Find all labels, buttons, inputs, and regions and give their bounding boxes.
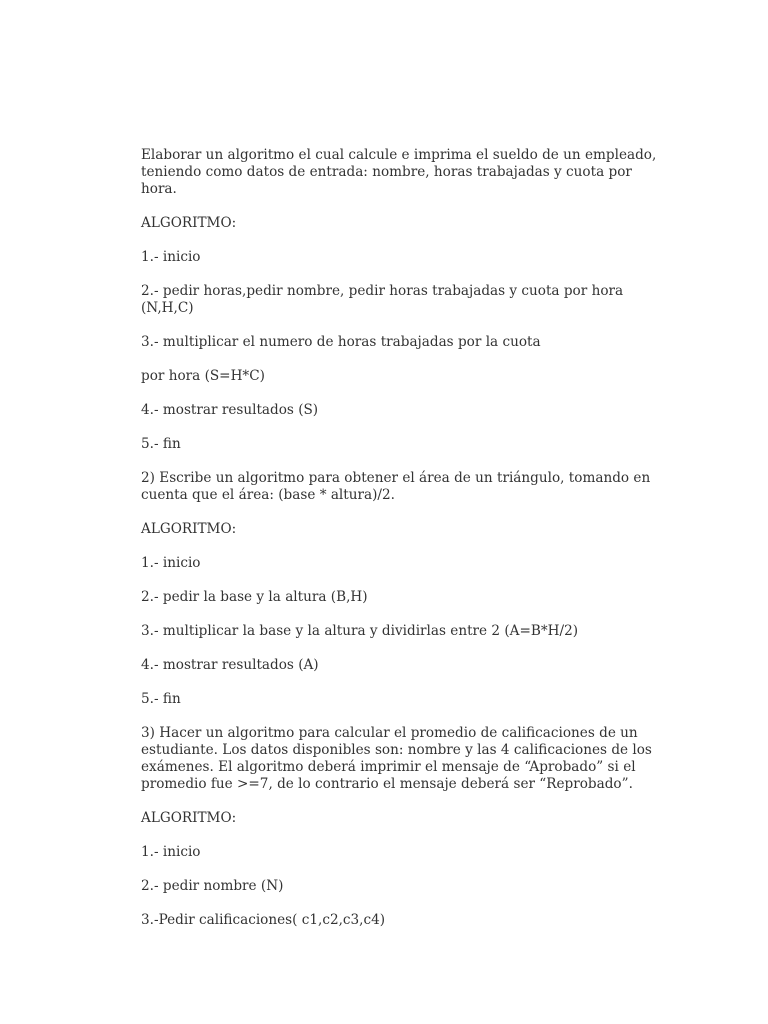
algorithm-step: 3.- multiplicar el numero de horas trabajadas por la cuota [141, 334, 541, 350]
algorithm-step: 2.- pedir nombre (N) [141, 878, 284, 894]
problem-2-statement: 2) Escribe un algoritmo para obtener el área de un triángulo, tomando en cuenta que el área: (base * altura)/2. [141, 470, 651, 503]
problem-1-statement: Elaborar un algoritmo el cual calcule e imprima el sueldo de un empleado, teniendo como datos de entrada: nombre, horas trabajadas y cuota por hora. [141, 147, 657, 197]
algorithm-step: 1.- inicio [141, 844, 201, 860]
algorithm-step: 5.- fin [141, 691, 181, 707]
algorithm-heading: ALGORITMO: [141, 215, 237, 231]
algorithm-step: 4.- mostrar resultados (S) [141, 402, 319, 418]
algorithm-step: 5.- fin [141, 436, 181, 452]
algorithm-heading: ALGORITMO: [141, 810, 237, 826]
algorithm-heading: ALGORITMO: [141, 521, 237, 537]
algorithm-step-continuation: por hora (S=H*C) [141, 368, 265, 384]
problem-3-statement: 3) Hacer un algoritmo para calcular el promedio de calificaciones de un estudiante. Los datos disponibles son: nombre y las 4 calificaciones de los exámenes. El algoritmo deberá imprimir el mensaje de “Aprobado” si el promedio fue >=7, de lo contrario el mensaje deberá ser “Reprobado”. [141, 725, 652, 792]
algorithm-step: 2.- pedir la base y la altura (B,H) [141, 589, 368, 605]
algorithm-step: 2.- pedir horas,pedir nombre, pedir horas trabajadas y cuota por hora (N,H,C) [141, 283, 624, 316]
algorithm-step: 3.-Pedir calificaciones( c1,c2,c3,c4) [141, 912, 386, 928]
algorithm-step: 3.- multiplicar la base y la altura y dividirlas entre 2 (A=B*H/2) [141, 623, 579, 639]
algorithm-step: 4.- mostrar resultados (A) [141, 657, 319, 673]
algorithm-step: 1.- inicio [141, 249, 201, 265]
document-page [141, 147, 661, 946]
algorithm-step: 1.- inicio [141, 555, 201, 571]
